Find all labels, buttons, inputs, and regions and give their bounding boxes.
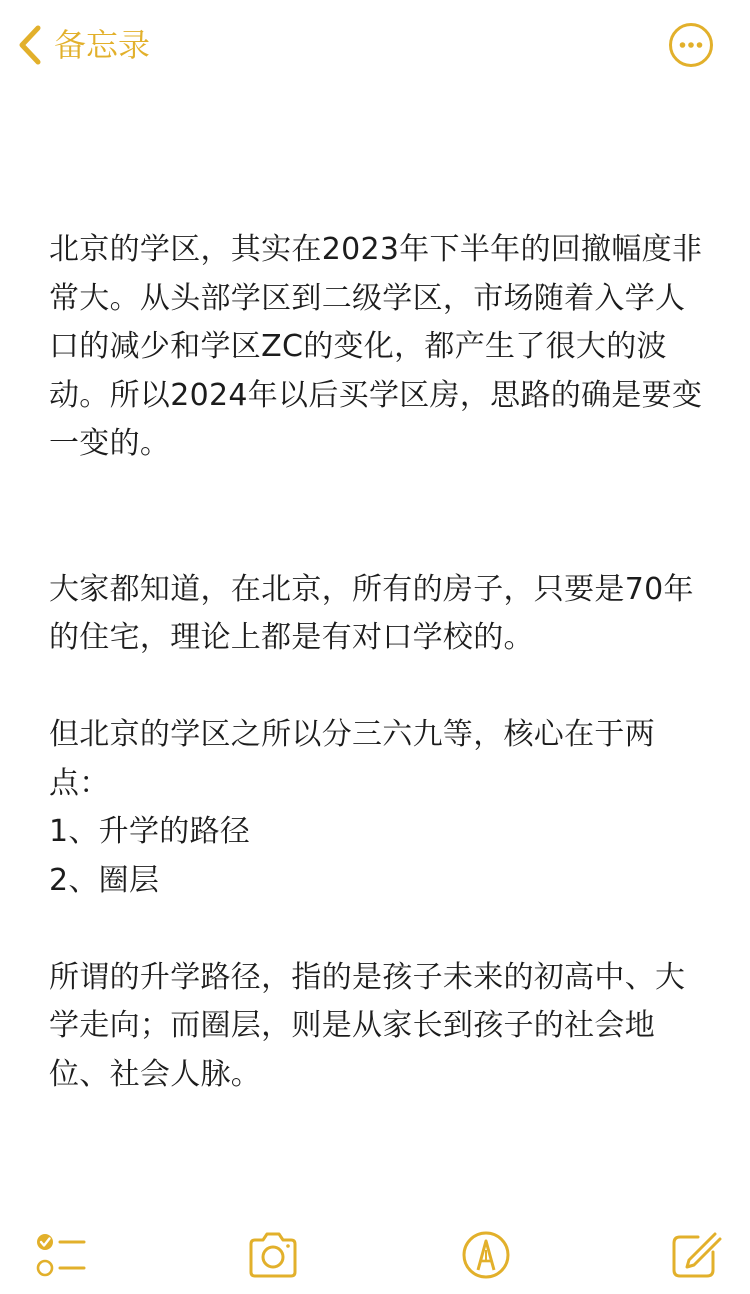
note-paragraph: 大家都知道，在北京，所有的房子，只要是70年的住宅，理论上都是有对口学校的。	[49, 571, 694, 655]
note-paragraph: 所谓的升学路径，指的是孩子未来的初高中、大学走向；而圈层，则是从家长到孩子的社会地位、社会人脉。	[49, 959, 686, 1092]
more-icon	[668, 22, 714, 68]
note-paragraph: 但北京的学区之所以分三六九等，核心在于两点：	[49, 717, 655, 801]
markup-icon	[459, 1228, 513, 1282]
back-button[interactable]	[14, 22, 150, 68]
checklist-button[interactable]	[34, 1228, 88, 1282]
note-list-item: 1、升学的路径	[49, 814, 251, 849]
note-list-item: 2、圈层	[49, 862, 160, 898]
note-body[interactable]	[49, 226, 709, 1099]
note-paragraph: 北京的学区，其实在2023年下半年的回撤幅度非常大。从头部学区到二级学区，市场随着入学人口的减少和学区ZC的变化，都产生了很大的波动。所以2024年以后买学区房，思路的确是要变一变的。	[49, 232, 703, 461]
bottom-toolbar	[0, 1222, 750, 1282]
compose-icon	[668, 1228, 722, 1282]
chevron-left-icon	[14, 22, 44, 68]
back-label: 备忘录	[54, 26, 151, 64]
camera-icon	[246, 1228, 300, 1282]
markup-button[interactable]	[459, 1228, 513, 1282]
more-options-button[interactable]	[668, 22, 714, 68]
navigation-bar	[0, 0, 750, 90]
compose-button[interactable]	[668, 1228, 722, 1282]
camera-button[interactable]	[246, 1228, 300, 1282]
checklist-icon	[34, 1228, 88, 1282]
